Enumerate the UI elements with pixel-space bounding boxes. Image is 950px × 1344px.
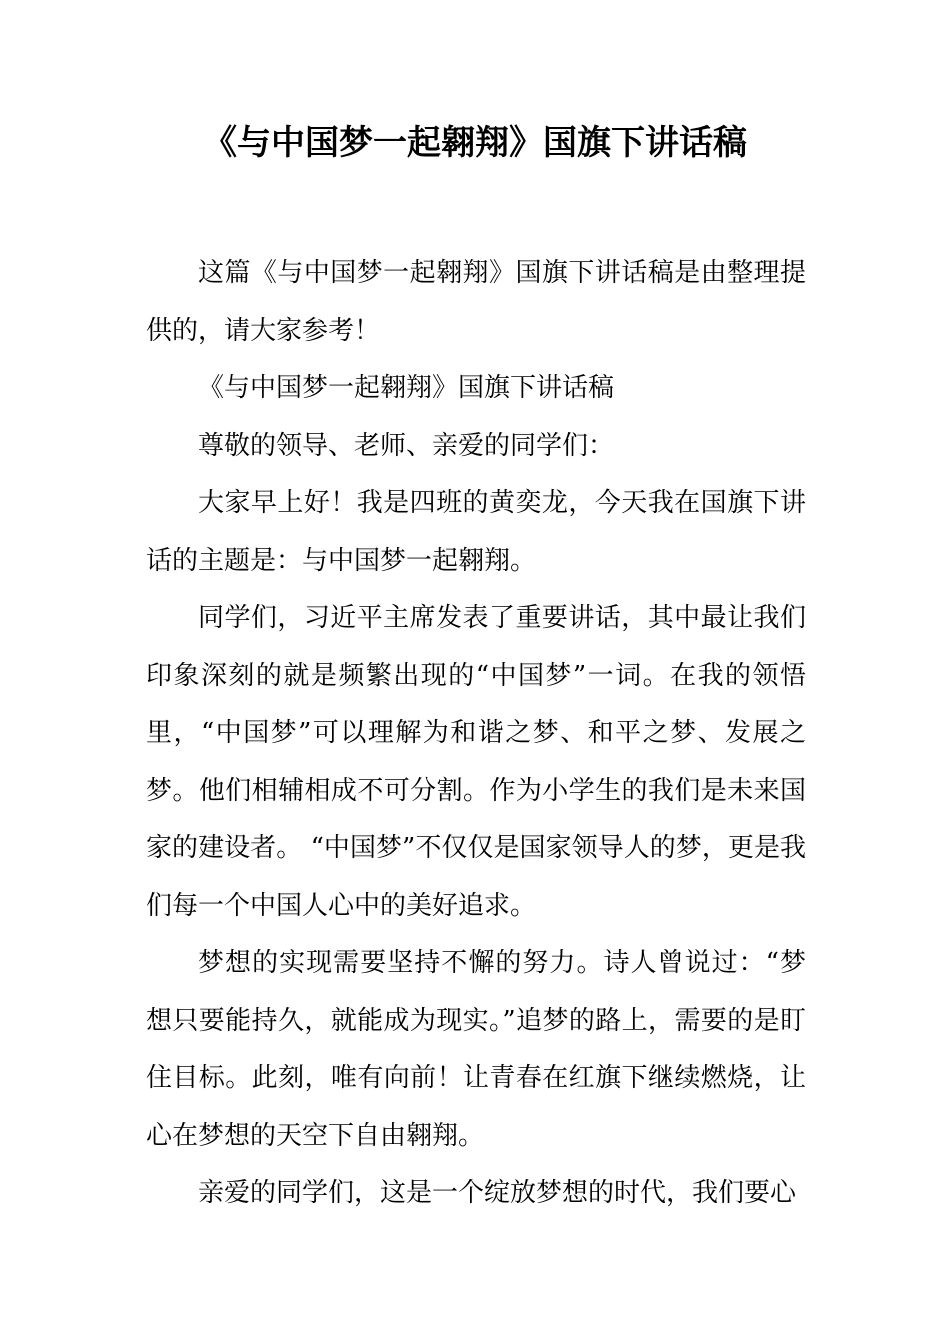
document-body xyxy=(146,245,806,1223)
paragraph-heading: 《与中国梦一起翱翔》国旗下讲话稿 xyxy=(198,373,615,403)
paragraph-effort: 梦想的实现需要坚持不懈的努力。诗人曾说过：“梦想只要能持久，就能成为现实。”追梦的路上，需要的是盯住目标。此刻，唯有向前！让青春在红旗下继续燃烧，让心在梦想的天空下自由翱翔。 xyxy=(146,948,806,1151)
document-title: 《与中国梦一起翱翔》国旗下讲话稿 xyxy=(203,123,747,163)
paragraph-greeting: 大家早上好！我是四班的黄奕龙，今天我在国旗下讲话的主题是：与中国梦一起翱翔。 xyxy=(146,488,806,576)
paragraph-salutation: 尊敬的领导、老师、亲爱的同学们： xyxy=(198,430,615,461)
paragraph-intro: 这篇《与中国梦一起翱翔》国旗下讲话稿是由整理提供的，请大家参考！ xyxy=(146,258,806,346)
paragraph-chinese-dream: 同学们，习近平主席发表了重要讲话，其中最让我们印象深刻的就是频繁出现的“中国梦”一词。在我的领悟里，“中国梦”可以理解为和谐之梦、和平之梦、发展之梦。他们相辅相成不可分割。作为小学生的我们是未来国家的建设者。 “中国梦”不仅仅是国家领导人的梦，更是我们每一个中国人心中的美好追求。 xyxy=(146,603,806,921)
paragraph-closing: 亲爱的同学们，这是一个绽放梦想的时代，我们要心 xyxy=(198,1178,797,1208)
